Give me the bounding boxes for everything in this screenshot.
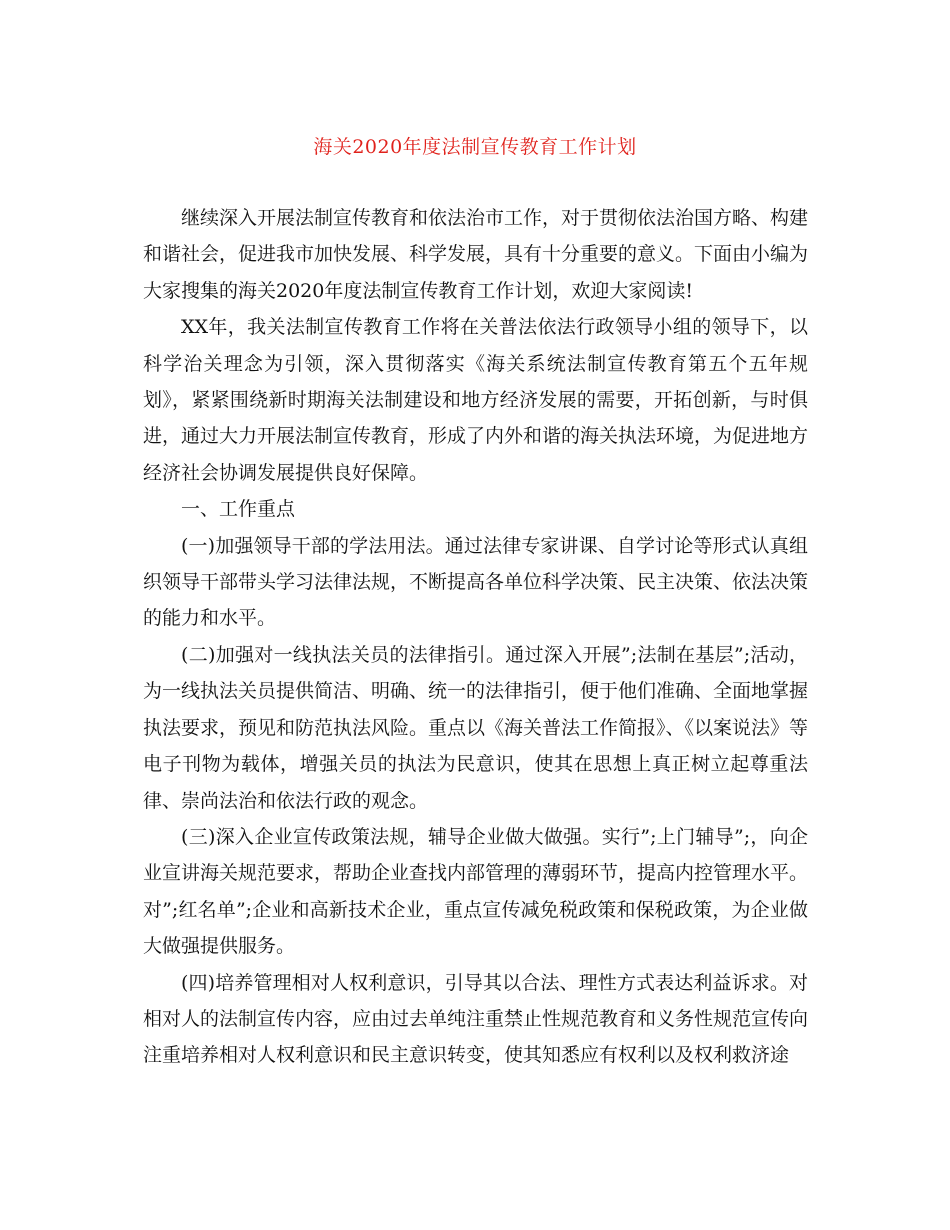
section-heading: 一、工作重点 — [181, 498, 296, 521]
point-four-paragraph: (四)培养管理相对人权利意识，引导其以合法、理性方式表达利益诉求。对相对人的法制宣传内容，应由过去单纯注重禁止性规范教育和义务性规范宣传向注重培养相对人权利意识和民主意识转变，使其知悉应有权利以及权利救济途 — [143, 971, 809, 1067]
document-title: 海关2020年度法制宣传教育工作计划 — [313, 136, 637, 158]
point-two-paragraph: (二)加强对一线执法关员的法律指引。通过深入开展”;法制在基层”;活动，为一线执法关员提供简洁、明确、统一的法律指引，便于他们准确、全面地掌握执法要求，预见和防范执法风险。重点以《海关普法工作简报》、《以案说法》等电子刊物为载体，增强关员的执法为民意识，使其在思想上真正树立起尊重法律、崇尚法治和依法行政的观念。 — [143, 643, 809, 812]
document-body — [143, 200, 808, 1074]
point-one-paragraph: (一)加强领导干部的学法用法。通过法律专家讲课、自学讨论等形式认真组织领导干部带头学习法律法规，不断提高各单位科学决策、民主决策、依法决策的能力和水平。 — [143, 534, 809, 630]
overview-paragraph: XX年，我关法制宣传教育工作将在关普法依法行政领导小组的领导下，以科学治关理念为引领，深入贯彻落实《海关系统法制宣传教育第五个五年规划》，紧紧围绕新时期海关法制建设和地方经济发展的需要，开拓创新，与时俱进，通过大力开展法制宣传教育，形成了内外和谐的海关执法环境，为促进地方经济社会协调发展提供良好保障。 — [143, 316, 809, 484]
intro-paragraph: 继续深入开展法制宣传教育和依法治市工作，对于贯彻依法治国方略、构建和谐社会，促进我市加快发展、科学发展，具有十分重要的意义。下面由小编为大家搜集的海关2020年度法制宣传教育工作计划，欢迎大家阅读! — [143, 207, 809, 302]
point-three-paragraph: (三)深入企业宣传政策法规，辅导企业做大做强。实行”;上门辅导”;，向企业宣讲海关规范要求，帮助企业查找内部管理的薄弱环节，提高内控管理水平。对”;红名单”;企业和高新技术企业，重点宣传减免税政策和保税政策，为企业做大做强提供服务。 — [143, 825, 809, 958]
